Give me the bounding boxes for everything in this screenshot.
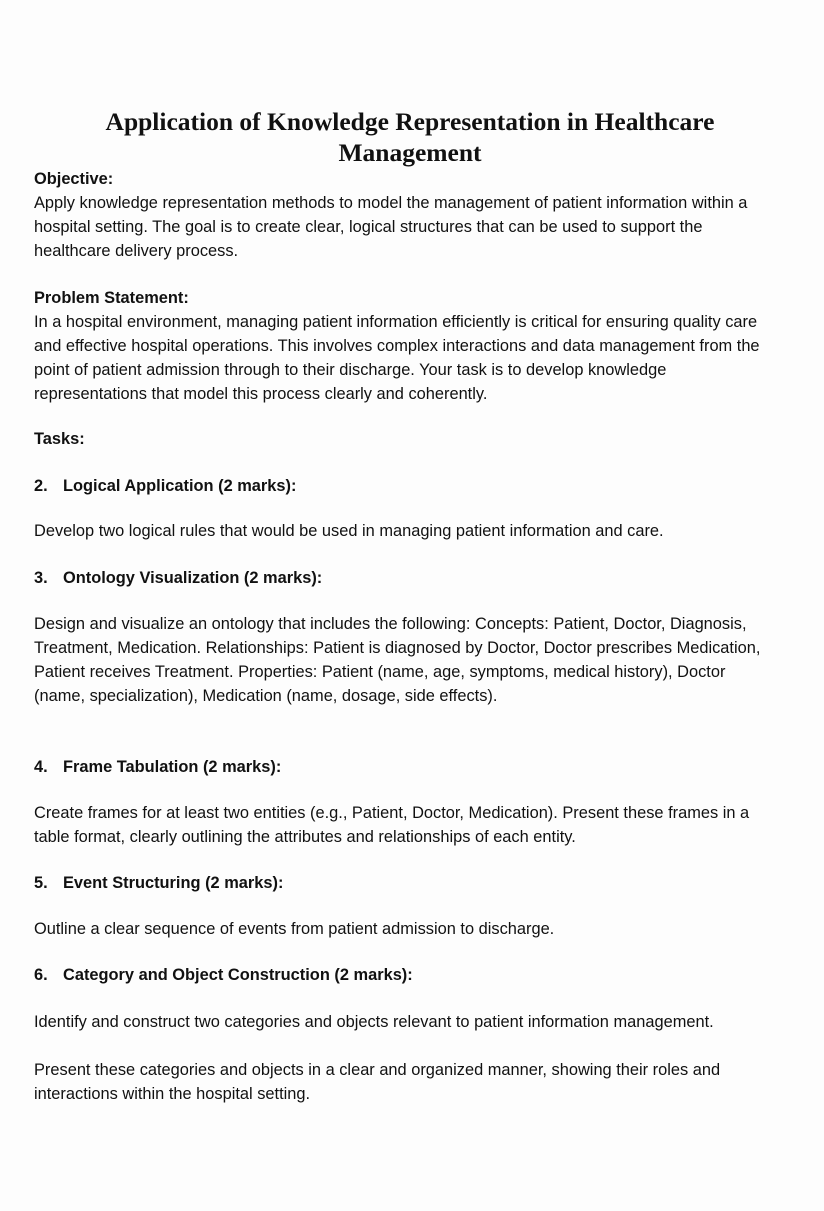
tasks-heading: Tasks:: [34, 430, 85, 448]
task-title: Category and Object Construction (2 marks):: [63, 966, 413, 984]
task-description: Design and visualize an ontology that includes the following: Concepts: Patient, Doctor, Diagnosis, Treatment, Medication. Relationships: Patient is diagnosed by Doctor, Doctor prescribes Medication, Patient receives Treatment. Properties: Patient (name, age, symptoms, medical history), Doctor (name, specialization), Medication (name, dosage, side effects).: [34, 615, 761, 705]
task-number: 6.: [34, 966, 48, 984]
task-description: Create frames for at least two entities (e.g., Patient, Doctor, Medication). Present these frames in a table format, clearly outlining the attributes and relationships of each entity.: [34, 804, 750, 846]
task-number: 2.: [34, 477, 48, 495]
task-heading: [34, 963, 413, 987]
task-title: Frame Tabulation (2 marks):: [63, 758, 282, 776]
page-title: Application of Knowledge Representation in Healthcare Management: [105, 107, 715, 167]
task-number: 3.: [34, 569, 48, 587]
task-title: Logical Application (2 marks):: [63, 477, 297, 495]
problem-heading: Problem Statement:: [34, 289, 189, 307]
task-heading: [34, 755, 281, 779]
task-description: Present these categories and objects in a clear and organized manner, showing their roles and interactions within the hospital setting.: [34, 1061, 721, 1103]
task-heading: [34, 566, 322, 590]
task-title: Ontology Visualization (2 marks):: [63, 569, 323, 587]
task-description: Identify and construct two categories and objects relevant to patient information management.: [34, 1013, 714, 1031]
task-heading: [34, 871, 283, 895]
task-description: Develop two logical rules that would be used in managing patient information and care.: [34, 522, 664, 540]
task-heading: [34, 474, 296, 498]
problem-text: In a hospital environment, managing patient information efficiently is critical for ensuring quality care and effective hospital operations. This involves complex interactions and data management from the point of patient admission through to their discharge. Your task is to develop knowledge representations that model this process clearly and coherently.: [34, 313, 760, 403]
objective-heading: Objective:: [34, 170, 114, 188]
task-number: 4.: [34, 758, 48, 776]
task-number: 5.: [34, 874, 48, 892]
task-title: Event Structuring (2 marks):: [63, 874, 284, 892]
task-description: Outline a clear sequence of events from patient admission to discharge.: [34, 920, 555, 938]
objective-text: Apply knowledge representation methods to model the management of patient information within a hospital setting. The goal is to create clear, logical structures that can be used to support the healthcare delivery process.: [34, 194, 748, 260]
